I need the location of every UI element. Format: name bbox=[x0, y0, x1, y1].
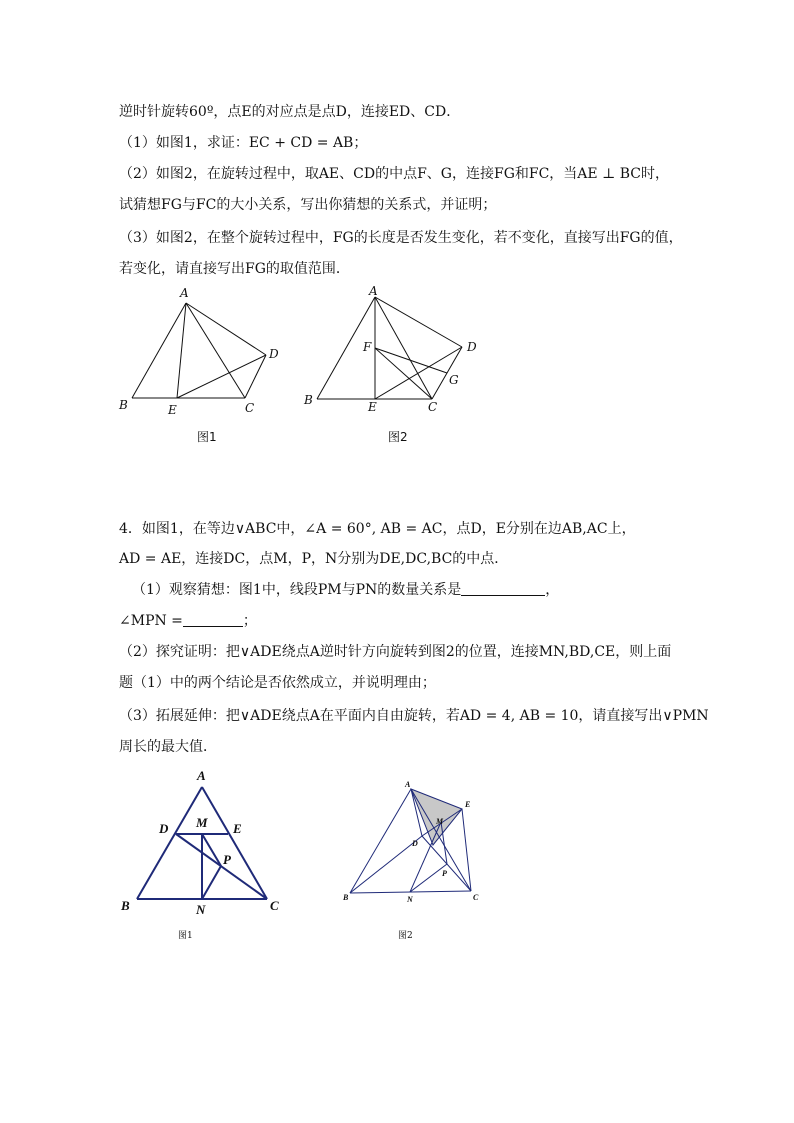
p4f1-caption: 图1 bbox=[178, 931, 193, 941]
p3-figure-2 bbox=[317, 297, 462, 399]
p4f2-label-n: N bbox=[407, 895, 413, 904]
p4-line-3-text: （1）观察猜想：图1中，线段PM与PN的数量关系是 bbox=[132, 582, 462, 598]
p3f2-label-f: F bbox=[363, 340, 372, 354]
p3f1-label-e: E bbox=[168, 403, 177, 417]
p4f1-label-d: D bbox=[159, 821, 169, 836]
p3-line-1: 逆时针旋转60º，点E的对应点是点D，连接ED、CD． bbox=[119, 104, 461, 120]
p4-line-5: （2）探究证明：把∨ADE绕点A逆时针方向旋转到图2的位置，连接MN,BD,CE，则上面 bbox=[119, 644, 672, 660]
p4f2-caption: 图2 bbox=[398, 931, 413, 941]
p3f1-label-c: C bbox=[245, 401, 255, 415]
p3-line-2: （1）如图1，求证：EC + CD = AB； bbox=[119, 135, 368, 151]
p4f1-label-m: M bbox=[196, 815, 208, 830]
p4f2-label-c: C bbox=[473, 893, 479, 902]
p3f2-label-e: E bbox=[368, 400, 377, 414]
p4f1-label-a: A bbox=[197, 768, 206, 783]
p4f1-label-n: N bbox=[196, 902, 206, 917]
p3-figure-1 bbox=[132, 303, 266, 398]
p4f2-label-p: P bbox=[442, 869, 447, 878]
p3f2-caption: 图2 bbox=[388, 430, 408, 444]
p3-line-5: （3）如图2，在整个旋转过程中，FG的长度是否发生变化，若不变化，直接写出FG的值， bbox=[119, 230, 683, 246]
p4-line-2: AD = AE，连接DC，点M，P，N分别为DE,DC,BC的中点． bbox=[119, 551, 509, 567]
p4f2-label-m: M bbox=[436, 817, 444, 826]
p3-line-3: （2）如图2，在旋转过程中，取AE、CD的中点F、G，连接FG和FC，当AE ⊥ BC时， bbox=[119, 166, 669, 182]
p3f1-label-d: D bbox=[269, 347, 279, 361]
p4f1-label-e: E bbox=[233, 821, 242, 836]
p4f1-label-b: B bbox=[121, 898, 130, 913]
p3f2-label-d: D bbox=[467, 340, 477, 354]
p4f1-label-c: C bbox=[270, 898, 279, 913]
p4-line-8: 周长的最大值． bbox=[119, 739, 217, 755]
p4f2-label-a: A bbox=[405, 780, 411, 789]
p3-line-4: 试猜想FG与FC的大小关系，写出你猜想的关系式，并证明； bbox=[119, 197, 497, 213]
p4-line-6: 题（1）中的两个结论是否依然成立，并说明理由； bbox=[119, 675, 436, 691]
p4-line-4-text: ∠MPN = bbox=[119, 613, 183, 629]
p4-figure-1 bbox=[137, 787, 267, 899]
p3f2-label-b: B bbox=[304, 393, 313, 407]
p3f2-label-c: C bbox=[428, 400, 438, 414]
p4f1-label-p: P bbox=[223, 852, 231, 867]
p4-line-4-suffix: ； bbox=[242, 613, 257, 629]
p4-figure-2 bbox=[350, 789, 471, 893]
p4-line-3-suffix: ， bbox=[545, 582, 560, 598]
p3f2-label-a: A bbox=[369, 284, 378, 298]
p4f2-label-b: B bbox=[343, 893, 349, 902]
p4f2-label-e: E bbox=[465, 800, 471, 809]
p3f2-label-g: G bbox=[449, 373, 459, 387]
p4-line-7: （3）拓展延伸：把∨ADE绕点A在平面内自由旋转，若AD = 4, AB = 10，请直接写出∨PMN bbox=[119, 708, 709, 724]
p4f2-label-d: D bbox=[412, 839, 418, 848]
p3-line-6: 若变化，请直接写出FG的取值范围． bbox=[119, 261, 350, 277]
p3f1-label-a: A bbox=[180, 286, 189, 300]
p3f1-caption: 图1 bbox=[197, 430, 217, 444]
p3f1-label-b: B bbox=[119, 398, 128, 412]
p4-line-1: 4．如图1，在等边∨ABC中，∠A = 60°, AB = AC，点D，E分别在边AB,AC上， bbox=[119, 521, 636, 537]
